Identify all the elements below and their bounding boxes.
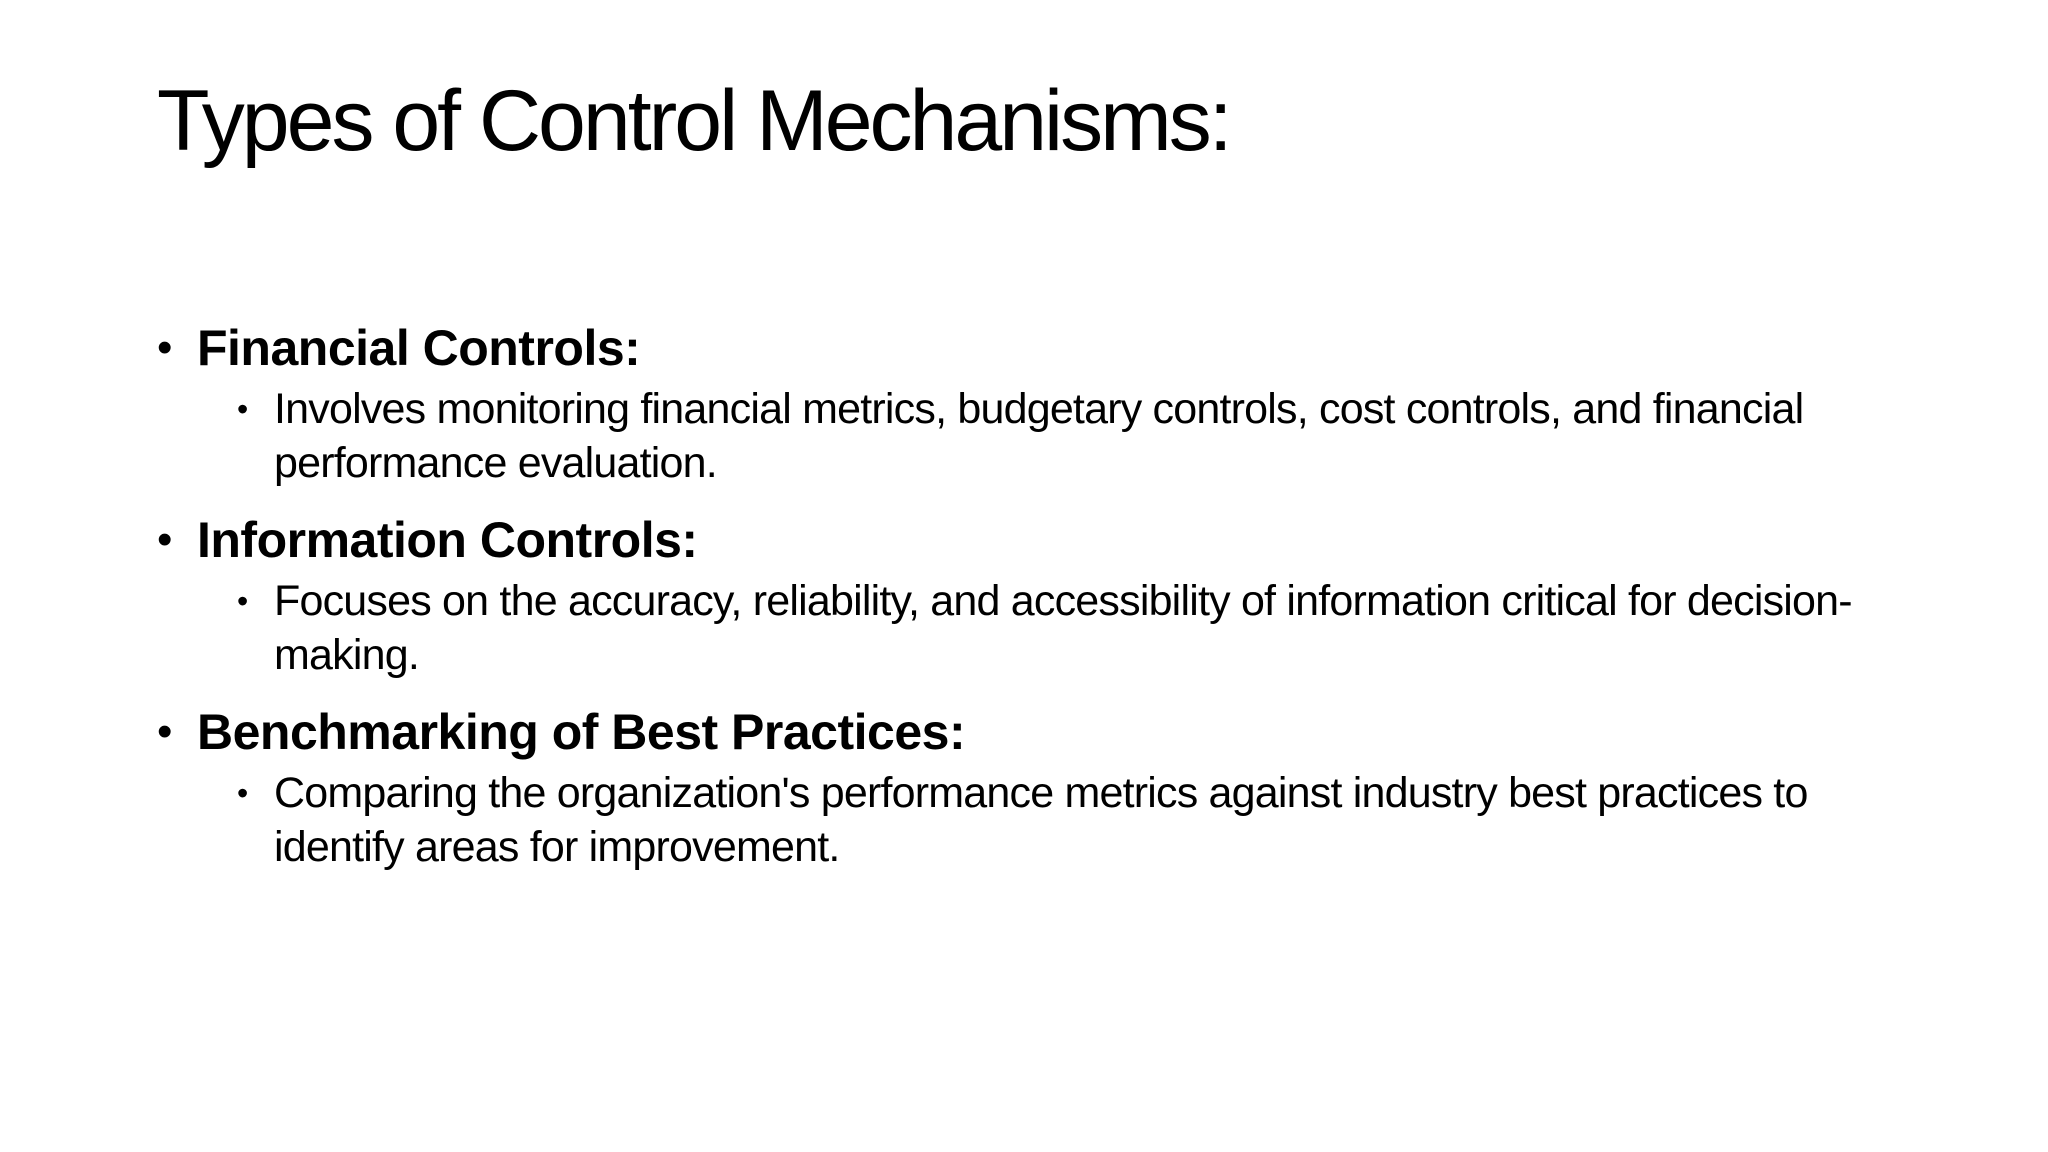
bullet-marker: • bbox=[157, 515, 173, 564]
bullet-item-information-controls bbox=[157, 508, 1917, 682]
slide-title: Types of Control Mechanisms: bbox=[157, 73, 1230, 169]
sub-bullet-marker: • bbox=[237, 775, 249, 811]
sub-bullet-marker: • bbox=[237, 583, 249, 619]
sub-bullet-list bbox=[197, 574, 1917, 682]
sub-bullet-list bbox=[197, 766, 1917, 874]
sub-bullet-text: Focuses on the accuracy, reliability, and accessibility of information critical for decision-making. bbox=[274, 577, 1852, 679]
sub-bullet-item bbox=[197, 574, 1917, 682]
bullet-heading: Benchmarking of Best Practices: bbox=[197, 704, 966, 760]
sub-bullet-item bbox=[197, 382, 1917, 490]
bullet-item-benchmarking bbox=[157, 700, 1917, 874]
bullet-heading: Information Controls: bbox=[197, 512, 698, 568]
sub-bullet-text: Involves monitoring financial metrics, budgetary controls, cost controls, and financial performance evaluation. bbox=[274, 385, 1804, 487]
sub-bullet-marker: • bbox=[237, 391, 249, 427]
bullet-item-financial-controls bbox=[157, 316, 1917, 490]
sub-bullet-item bbox=[197, 766, 1917, 874]
bullet-list bbox=[157, 316, 1917, 892]
sub-bullet-list bbox=[197, 382, 1917, 490]
bullet-marker: • bbox=[157, 323, 173, 372]
sub-bullet-text: Comparing the organization's performance metrics against industry best practices to identify areas for improvement. bbox=[274, 769, 1808, 871]
bullet-heading: Financial Controls: bbox=[197, 320, 641, 376]
bullet-marker: • bbox=[157, 707, 173, 756]
